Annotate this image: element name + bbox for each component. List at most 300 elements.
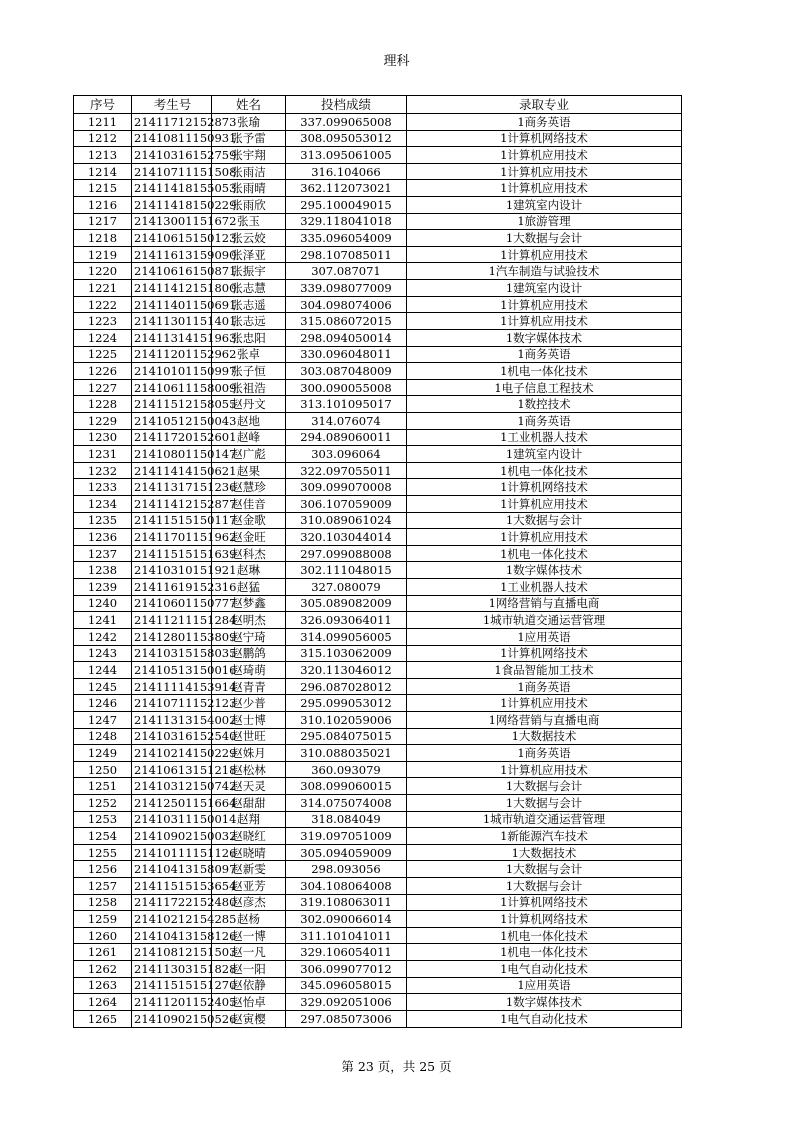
admission-table xyxy=(73,95,682,1028)
table-row xyxy=(74,1010,682,1027)
cell-seq: 1231 xyxy=(74,446,132,463)
cell-seq: 1225 xyxy=(74,346,132,363)
cell-major: 1数控技术 xyxy=(407,396,682,413)
table-row xyxy=(74,861,682,878)
cell-major: 1工业机器人技术 xyxy=(407,579,682,596)
cell-seq: 1256 xyxy=(74,861,132,878)
cell-seq: 1253 xyxy=(74,811,132,828)
cell-name: 赵梦鑫 xyxy=(212,595,286,612)
cell-major: 1计算机应用技术 xyxy=(407,761,682,778)
cell-major: 1商务英语 xyxy=(407,678,682,695)
cell-name: 赵晓晴 xyxy=(212,844,286,861)
cell-exam-id: 21410616150871 xyxy=(132,263,212,280)
table-row xyxy=(74,595,682,612)
table-row xyxy=(74,479,682,496)
cell-score: 310.089061024 xyxy=(286,512,407,529)
table-row xyxy=(74,695,682,712)
cell-score: 320.103044014 xyxy=(286,529,407,546)
cell-major: 1机电一体化技术 xyxy=(407,363,682,380)
cell-major: 1汽车制造与试验技术 xyxy=(407,263,682,280)
cell-name: 赵一阳 xyxy=(212,961,286,978)
cell-seq: 1246 xyxy=(74,695,132,712)
cell-name: 张祖浩 xyxy=(212,379,286,396)
cell-exam-id: 21411515151270 xyxy=(132,977,212,994)
cell-exam-id: 21411515153654 xyxy=(132,878,212,895)
cell-name: 赵一凡 xyxy=(212,944,286,961)
table-header-row xyxy=(74,96,682,114)
cell-score: 302.111048015 xyxy=(286,562,407,579)
cell-seq: 1223 xyxy=(74,313,132,330)
cell-exam-id: 21410413158097 xyxy=(132,861,212,878)
cell-exam-id: 21411401150691 xyxy=(132,296,212,313)
cell-seq: 1213 xyxy=(74,147,132,164)
table-row xyxy=(74,844,682,861)
cell-score: 326.093064011 xyxy=(286,612,407,629)
table-body xyxy=(74,114,682,1028)
table-row xyxy=(74,894,682,911)
header-score: 投档成绩 xyxy=(286,96,407,114)
cell-major: 1机电一体化技术 xyxy=(407,462,682,479)
cell-exam-id: 21411317151236 xyxy=(132,479,212,496)
cell-major: 1网络营销与直播电商 xyxy=(407,595,682,612)
cell-exam-id: 21410316152759 xyxy=(132,147,212,164)
cell-name: 赵佳音 xyxy=(212,496,286,513)
cell-score: 327.080079 xyxy=(286,579,407,596)
cell-major: 1大数据与会计 xyxy=(407,230,682,247)
cell-score: 295.100049015 xyxy=(286,197,407,214)
cell-score: 303.087048009 xyxy=(286,363,407,380)
cell-seq: 1217 xyxy=(74,213,132,230)
cell-name: 张泽亚 xyxy=(212,246,286,263)
table-row xyxy=(74,878,682,895)
cell-exam-id: 21411613159090 xyxy=(132,246,212,263)
cell-major: 1工业机器人技术 xyxy=(407,429,682,446)
cell-name: 赵新雯 xyxy=(212,861,286,878)
cell-exam-id: 21411701151962 xyxy=(132,529,212,546)
cell-exam-id: 21411314151963 xyxy=(132,329,212,346)
cell-exam-id: 21411515151639 xyxy=(132,545,212,562)
table-row xyxy=(74,545,682,562)
cell-major: 1大数据技术 xyxy=(407,844,682,861)
cell-name: 赵天灵 xyxy=(212,778,286,795)
table-row xyxy=(74,280,682,297)
cell-score: 298.094050014 xyxy=(286,329,407,346)
cell-name: 赵彦杰 xyxy=(212,894,286,911)
table-row xyxy=(74,811,682,828)
cell-exam-id: 21411418150229 xyxy=(132,197,212,214)
cell-major: 1大数据与会计 xyxy=(407,794,682,811)
cell-seq: 1226 xyxy=(74,363,132,380)
cell-name: 赵猛 xyxy=(212,579,286,596)
cell-score: 309.099070008 xyxy=(286,479,407,496)
table-row xyxy=(74,562,682,579)
cell-seq: 1227 xyxy=(74,379,132,396)
cell-seq: 1220 xyxy=(74,263,132,280)
table-row xyxy=(74,761,682,778)
cell-exam-id: 21410315158035 xyxy=(132,645,212,662)
table-row xyxy=(74,163,682,180)
cell-name: 赵丹文 xyxy=(212,396,286,413)
cell-seq: 1224 xyxy=(74,329,132,346)
cell-name: 赵晓红 xyxy=(212,828,286,845)
cell-major: 1数字媒体技术 xyxy=(407,562,682,579)
cell-score: 335.096054009 xyxy=(286,230,407,247)
cell-major: 1计算机网络技术 xyxy=(407,130,682,147)
table-row xyxy=(74,944,682,961)
cell-major: 1计算机网络技术 xyxy=(407,645,682,662)
cell-score: 360.093079 xyxy=(286,761,407,778)
cell-name: 赵广彪 xyxy=(212,446,286,463)
cell-score: 318.084049 xyxy=(286,811,407,828)
cell-exam-id: 21410311150014 xyxy=(132,811,212,828)
cell-major: 1计算机应用技术 xyxy=(407,695,682,712)
cell-seq: 1245 xyxy=(74,678,132,695)
cell-seq: 1244 xyxy=(74,662,132,679)
cell-major: 1商务英语 xyxy=(407,346,682,363)
table-row xyxy=(74,778,682,795)
cell-exam-id: 21410613151218 xyxy=(132,761,212,778)
cell-score: 294.089060011 xyxy=(286,429,407,446)
cell-major: 1电子信息工程技术 xyxy=(407,379,682,396)
cell-name: 张志慧 xyxy=(212,280,286,297)
cell-exam-id: 21410615150123 xyxy=(132,230,212,247)
cell-name: 赵依静 xyxy=(212,977,286,994)
cell-exam-id: 21411201152962 xyxy=(132,346,212,363)
cell-major: 1大数据与会计 xyxy=(407,778,682,795)
table-row xyxy=(74,429,682,446)
cell-major: 1计算机网络技术 xyxy=(407,894,682,911)
table-row xyxy=(74,645,682,662)
cell-name: 张瑜 xyxy=(212,114,286,131)
cell-score: 313.095061005 xyxy=(286,147,407,164)
cell-name: 张雨欣 xyxy=(212,197,286,214)
cell-seq: 1240 xyxy=(74,595,132,612)
cell-major: 1应用英语 xyxy=(407,977,682,994)
cell-name: 赵金旺 xyxy=(212,529,286,546)
cell-score: 322.097055011 xyxy=(286,462,407,479)
cell-score: 302.090066014 xyxy=(286,911,407,928)
cell-exam-id: 21410611158009 xyxy=(132,379,212,396)
cell-name: 张卓 xyxy=(212,346,286,363)
cell-name: 赵姝月 xyxy=(212,745,286,762)
cell-seq: 1263 xyxy=(74,977,132,994)
cell-name: 赵寅樱 xyxy=(212,1010,286,1027)
cell-major: 1电气自动化技术 xyxy=(407,961,682,978)
cell-seq: 1239 xyxy=(74,579,132,596)
cell-score: 316.104066 xyxy=(286,163,407,180)
cell-major: 1网络营销与直播电商 xyxy=(407,711,682,728)
cell-exam-id: 21411303151828 xyxy=(132,961,212,978)
cell-exam-id: 21410513150016 xyxy=(132,662,212,679)
cell-seq: 1265 xyxy=(74,1010,132,1027)
cell-major: 1城市轨道交通运营管理 xyxy=(407,811,682,828)
cell-score: 310.102059006 xyxy=(286,711,407,728)
cell-name: 张忠阳 xyxy=(212,329,286,346)
cell-major: 1数字媒体技术 xyxy=(407,329,682,346)
cell-exam-id: 21411512158055 xyxy=(132,396,212,413)
header-name: 姓名 xyxy=(212,96,286,114)
cell-name: 赵科杰 xyxy=(212,545,286,562)
cell-seq: 1258 xyxy=(74,894,132,911)
cell-name: 赵甜甜 xyxy=(212,794,286,811)
table-row xyxy=(74,130,682,147)
cell-seq: 1255 xyxy=(74,844,132,861)
cell-score: 330.096048011 xyxy=(286,346,407,363)
cell-major: 1计算机网络技术 xyxy=(407,911,682,928)
header-major: 录取专业 xyxy=(407,96,682,114)
cell-seq: 1221 xyxy=(74,280,132,297)
cell-seq: 1228 xyxy=(74,396,132,413)
cell-major: 1机电一体化技术 xyxy=(407,927,682,944)
cell-exam-id: 21410212154285 xyxy=(132,911,212,928)
table-row xyxy=(74,462,682,479)
table-row xyxy=(74,745,682,762)
cell-name: 赵慧珍 xyxy=(212,479,286,496)
cell-seq: 1230 xyxy=(74,429,132,446)
cell-name: 张云姣 xyxy=(212,230,286,247)
table-row xyxy=(74,678,682,695)
cell-seq: 1252 xyxy=(74,794,132,811)
cell-score: 305.089082009 xyxy=(286,595,407,612)
cell-name: 赵果 xyxy=(212,462,286,479)
cell-exam-id: 21410902150032 xyxy=(132,828,212,845)
cell-major: 1食品智能加工技术 xyxy=(407,662,682,679)
cell-major: 1电气自动化技术 xyxy=(407,1010,682,1027)
cell-exam-id: 21410312150742 xyxy=(132,778,212,795)
cell-name: 赵鹏鸽 xyxy=(212,645,286,662)
cell-exam-id: 21410310151921 xyxy=(132,562,212,579)
cell-exam-id: 21410512150043 xyxy=(132,412,212,429)
cell-name: 张志遥 xyxy=(212,296,286,313)
cell-seq: 1236 xyxy=(74,529,132,546)
cell-name: 张子恒 xyxy=(212,363,286,380)
table-row xyxy=(74,579,682,596)
cell-score: 295.099053012 xyxy=(286,695,407,712)
cell-name: 张雨洁 xyxy=(212,163,286,180)
cell-exam-id: 21412501151664 xyxy=(132,794,212,811)
cell-score: 305.094059009 xyxy=(286,844,407,861)
table-row xyxy=(74,711,682,728)
cell-name: 赵少普 xyxy=(212,695,286,712)
table-row xyxy=(74,496,682,513)
table-row xyxy=(74,230,682,247)
cell-seq: 1233 xyxy=(74,479,132,496)
cell-name: 赵青青 xyxy=(212,678,286,695)
table-row xyxy=(74,180,682,197)
cell-score: 314.076074 xyxy=(286,412,407,429)
table-row xyxy=(74,994,682,1011)
cell-name: 赵琳 xyxy=(212,562,286,579)
cell-score: 297.085073006 xyxy=(286,1010,407,1027)
cell-major: 1建筑室内设计 xyxy=(407,446,682,463)
cell-score: 303.096064 xyxy=(286,446,407,463)
cell-score: 296.087028012 xyxy=(286,678,407,695)
cell-exam-id: 21410811150931 xyxy=(132,130,212,147)
cell-exam-id: 21413001151672 xyxy=(132,213,212,230)
cell-name: 赵峰 xyxy=(212,429,286,446)
cell-major: 1机电一体化技术 xyxy=(407,944,682,961)
table-row xyxy=(74,379,682,396)
cell-exam-id: 21410812151503 xyxy=(132,944,212,961)
cell-seq: 1229 xyxy=(74,412,132,429)
table-row xyxy=(74,114,682,131)
cell-seq: 1235 xyxy=(74,512,132,529)
cell-score: 320.113046012 xyxy=(286,662,407,679)
cell-major: 1建筑室内设计 xyxy=(407,197,682,214)
table-row xyxy=(74,213,682,230)
cell-seq: 1216 xyxy=(74,197,132,214)
cell-seq: 1259 xyxy=(74,911,132,928)
table-row xyxy=(74,396,682,413)
cell-score: 329.118041018 xyxy=(286,213,407,230)
table-row xyxy=(74,246,682,263)
cell-score: 311.101041011 xyxy=(286,927,407,944)
cell-seq: 1238 xyxy=(74,562,132,579)
cell-exam-id: 21411301151401 xyxy=(132,313,212,330)
cell-seq: 1260 xyxy=(74,927,132,944)
cell-exam-id: 21411114153914 xyxy=(132,678,212,695)
cell-name: 赵琦萌 xyxy=(212,662,286,679)
cell-name: 赵世旺 xyxy=(212,728,286,745)
cell-seq: 1251 xyxy=(74,778,132,795)
table-row xyxy=(74,612,682,629)
table-row xyxy=(74,329,682,346)
cell-major: 1计算机应用技术 xyxy=(407,529,682,546)
cell-name: 张雨晴 xyxy=(212,180,286,197)
cell-score: 308.095053012 xyxy=(286,130,407,147)
table-row xyxy=(74,512,682,529)
cell-exam-id: 21411515150117 xyxy=(132,512,212,529)
cell-name: 赵地 xyxy=(212,412,286,429)
cell-score: 314.099056005 xyxy=(286,628,407,645)
cell-score: 304.108064008 xyxy=(286,878,407,895)
cell-exam-id: 21411412152877 xyxy=(132,496,212,513)
cell-name: 赵怡卓 xyxy=(212,994,286,1011)
cell-exam-id: 21410801150147 xyxy=(132,446,212,463)
table-row xyxy=(74,927,682,944)
cell-seq: 1248 xyxy=(74,728,132,745)
cell-major: 1计算机应用技术 xyxy=(407,296,682,313)
cell-seq: 1218 xyxy=(74,230,132,247)
cell-exam-id: 21410111151126 xyxy=(132,844,212,861)
cell-score: 298.093056 xyxy=(286,861,407,878)
table-row xyxy=(74,412,682,429)
cell-score: 319.108063011 xyxy=(286,894,407,911)
cell-seq: 1247 xyxy=(74,711,132,728)
cell-seq: 1243 xyxy=(74,645,132,662)
cell-exam-id: 21411313154002 xyxy=(132,711,212,728)
cell-exam-id: 21410601150777 xyxy=(132,595,212,612)
table-row xyxy=(74,296,682,313)
cell-major: 1计算机应用技术 xyxy=(407,180,682,197)
cell-name: 赵翔 xyxy=(212,811,286,828)
cell-exam-id: 21410101150997 xyxy=(132,363,212,380)
table-row xyxy=(74,977,682,994)
cell-exam-id: 21412801153809 xyxy=(132,628,212,645)
cell-major: 1计算机网络技术 xyxy=(407,479,682,496)
cell-name: 赵金歌 xyxy=(212,512,286,529)
cell-score: 329.106054011 xyxy=(286,944,407,961)
cell-exam-id: 21410711151508 xyxy=(132,163,212,180)
cell-exam-id: 21411414150621 xyxy=(132,462,212,479)
cell-score: 345.096058015 xyxy=(286,977,407,994)
cell-exam-id: 21411722152480 xyxy=(132,894,212,911)
cell-name: 张予雷 xyxy=(212,130,286,147)
header-seq: 序号 xyxy=(74,96,132,114)
table-row xyxy=(74,728,682,745)
table-row xyxy=(74,263,682,280)
cell-score: 298.107085011 xyxy=(286,246,407,263)
table-row xyxy=(74,197,682,214)
cell-seq: 1232 xyxy=(74,462,132,479)
cell-exam-id: 21411418155053 xyxy=(132,180,212,197)
cell-exam-id: 21410413158126 xyxy=(132,927,212,944)
cell-name: 赵杨 xyxy=(212,911,286,928)
cell-name: 张宇翔 xyxy=(212,147,286,164)
cell-seq: 1241 xyxy=(74,612,132,629)
cell-major: 1旅游管理 xyxy=(407,213,682,230)
cell-major: 1大数据技术 xyxy=(407,728,682,745)
table-row xyxy=(74,313,682,330)
cell-seq: 1264 xyxy=(74,994,132,1011)
cell-major: 1大数据与会计 xyxy=(407,512,682,529)
cell-name: 赵亚芳 xyxy=(212,878,286,895)
cell-name: 赵宁琦 xyxy=(212,628,286,645)
cell-major: 1计算机应用技术 xyxy=(407,496,682,513)
cell-score: 304.098074006 xyxy=(286,296,407,313)
cell-exam-id: 21411412151800 xyxy=(132,280,212,297)
cell-name: 张振宇 xyxy=(212,263,286,280)
table-row xyxy=(74,446,682,463)
cell-score: 315.103062009 xyxy=(286,645,407,662)
cell-seq: 1262 xyxy=(74,961,132,978)
cell-major: 1应用英语 xyxy=(407,628,682,645)
cell-seq: 1249 xyxy=(74,745,132,762)
cell-score: 300.090055008 xyxy=(286,379,407,396)
cell-exam-id: 21411720152601 xyxy=(132,429,212,446)
table-row xyxy=(74,911,682,928)
cell-seq: 1212 xyxy=(74,130,132,147)
cell-exam-id: 21410711152123 xyxy=(132,695,212,712)
cell-seq: 1234 xyxy=(74,496,132,513)
page-footer: 第 23 页，共 25 页 xyxy=(341,1059,452,1074)
cell-exam-id: 21410902150526 xyxy=(132,1010,212,1027)
cell-major: 1新能源汽车技术 xyxy=(407,828,682,845)
cell-major: 1建筑室内设计 xyxy=(407,280,682,297)
table-row xyxy=(74,147,682,164)
cell-exam-id: 21411712152873 xyxy=(132,114,212,131)
cell-score: 314.075074008 xyxy=(286,794,407,811)
cell-major: 1计算机应用技术 xyxy=(407,163,682,180)
cell-score: 313.101095017 xyxy=(286,396,407,413)
cell-major: 1商务英语 xyxy=(407,745,682,762)
table-row xyxy=(74,794,682,811)
cell-score: 329.092051006 xyxy=(286,994,407,1011)
cell-seq: 1261 xyxy=(74,944,132,961)
cell-score: 315.086072015 xyxy=(286,313,407,330)
cell-score: 319.097051009 xyxy=(286,828,407,845)
cell-name: 赵松林 xyxy=(212,761,286,778)
cell-seq: 1242 xyxy=(74,628,132,645)
cell-seq: 1211 xyxy=(74,114,132,131)
cell-name: 赵士博 xyxy=(212,711,286,728)
page-title: 理科 xyxy=(383,54,410,69)
cell-score: 362.112073021 xyxy=(286,180,407,197)
cell-seq: 1219 xyxy=(74,246,132,263)
cell-major: 1大数据与会计 xyxy=(407,878,682,895)
cell-major: 1城市轨道交通运营管理 xyxy=(407,612,682,629)
table-row xyxy=(74,628,682,645)
